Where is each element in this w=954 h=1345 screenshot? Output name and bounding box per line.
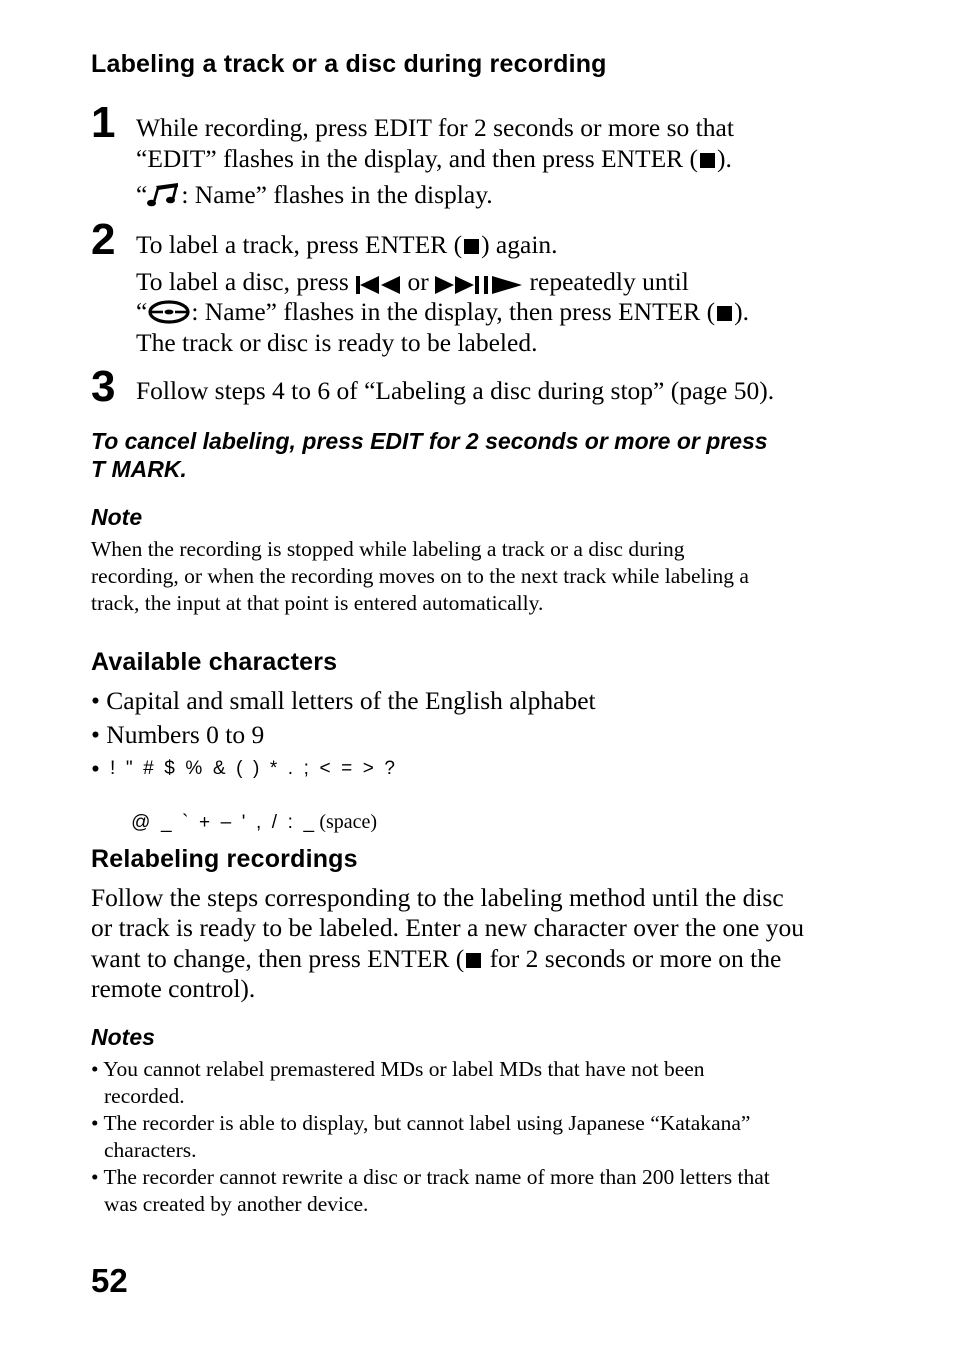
step2-line1: To label a track, press ENTER ( ) again.: [136, 230, 558, 259]
next-track-icon: [435, 276, 523, 294]
cancel-instruction-line2: T MARK.: [91, 456, 187, 482]
step2-line3: “ : Name” flashes in the display, then press ENTER ( ).: [136, 297, 749, 326]
stop-square-icon: [700, 153, 715, 168]
section-heading-labeling: Labeling a track or a disc during recording: [91, 50, 607, 78]
stop-square-icon: [464, 239, 479, 254]
relabel-line: want to change, then press ENTER ( for 2 seconds or more on the: [91, 944, 782, 973]
step2-line4: The track or disc is ready to be labeled.: [136, 328, 538, 357]
page-number: 52: [91, 1262, 128, 1299]
note-line: track, the input at that point is entered automatically.: [91, 591, 544, 615]
step3-line1: Follow steps 4 to 6 of “Labeling a disc during stop” (page 50).: [136, 376, 775, 405]
relabel-line: remote control).: [91, 974, 256, 1003]
stop-square-icon: [466, 953, 481, 968]
music-note-icon: [147, 183, 181, 207]
notes-title: Notes: [91, 1024, 155, 1050]
step1-line3: “ : Name” flashes in the display.: [136, 180, 493, 209]
notes-item: • The recorder is able to display, but cannot label using Japanese “Katakana” characters.: [91, 1111, 751, 1162]
symbol-list-line1: ! " # $ % & ( ) * . ; < = > ?: [110, 758, 395, 779]
step-number-3: 3: [91, 362, 116, 411]
note-line: When the recording is stopped while labeling a track or a disc during: [91, 537, 685, 561]
section-heading-relabeling: Relabeling recordings: [91, 845, 358, 873]
disc-icon: [147, 300, 191, 324]
list-item: • Capital and small letters of the English alphabet: [91, 686, 596, 715]
notes-item: • You cannot relabel premastered MDs or label MDs that have not been recorded.: [91, 1057, 705, 1108]
step2-line2: To label a disc, press or repeatedly until: [136, 267, 689, 296]
step1-line1: While recording, press EDIT for 2 seconds or more so that: [136, 113, 734, 142]
cancel-instruction-line1: To cancel labeling, press EDIT for 2 seconds or more or press: [91, 428, 768, 454]
relabel-line: or track is ready to be labeled. Enter a new character over the one you: [91, 913, 804, 942]
step-number-2: 2: [91, 215, 116, 264]
previous-track-icon: [355, 276, 401, 294]
section-heading-available-characters: Available characters: [91, 648, 338, 676]
notes-item: • The recorder cannot rewrite a disc or track name of more than 200 letters that was created by another device.: [91, 1165, 770, 1216]
list-item: • Numbers 0 to 9: [91, 720, 265, 749]
step1-line2: “EDIT” flashes in the display, and then press ENTER ( ).: [136, 144, 732, 173]
stop-square-icon: [717, 306, 732, 321]
note-title: Note: [91, 504, 143, 530]
relabel-line: Follow the steps corresponding to the labeling method until the disc: [91, 883, 784, 912]
step-number-1: 1: [91, 98, 116, 147]
symbol-list-line2: @ _ ` + – ' , / : _ (space): [131, 811, 378, 833]
note-line: recording, or when the recording moves on to the next track while labeling a: [91, 564, 749, 588]
symbol-bullet: •: [91, 754, 100, 783]
